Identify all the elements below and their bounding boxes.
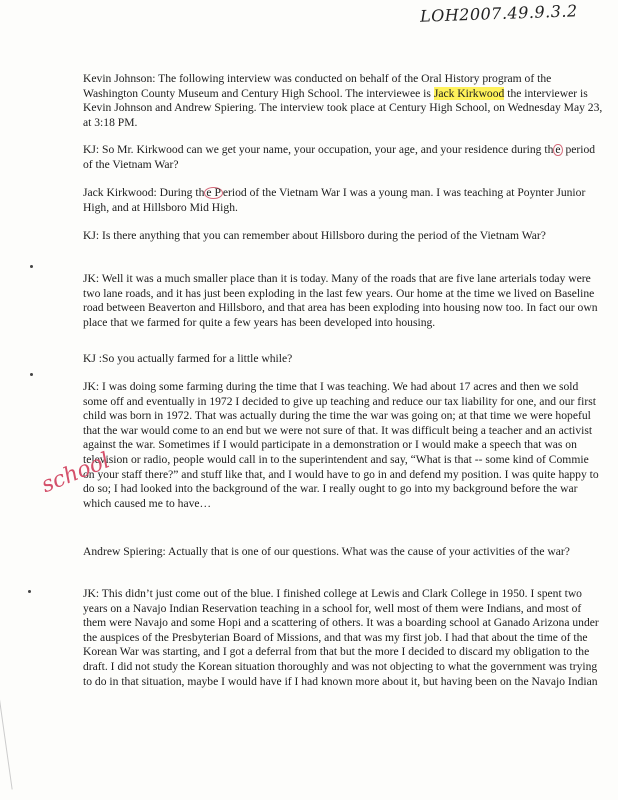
question-text-end: period of the Vietnam War? <box>83 143 596 171</box>
margin-speck <box>28 590 31 593</box>
paragraph-jk-answer-3: JK: I was doing some farming during the time that I was teaching. We had about 17 acres and then we sold some off and eventually in 1972 I decided to give up teaching and reduce our tax liability for one, and our first child was born in 1972. That was actually during the time the war was going on; at that time we were hopeful that the war would come to an end but we were not sure of that. It was difficult being a teacher and an activist against the war. Sometimes if I would participate in a demonstration or I would make a speech that was on television or radio, people would call in to the superintendent and say, “What is that -- some kind of Commie on your staff there?” and stuff like that, and I would have to go in and defend my position. I was quite happy to do so; I had looked into the background of the war. I really ought to go into my background before the war which caused me to have… <box>83 380 599 510</box>
circled-correction: e P <box>206 186 221 199</box>
paragraph-jk-answer-2: JK: Well it was a much smaller place than it is today. Many of the roads that are five lane arterials today were two lane roads, and it has just been exploding in the last few years. Our home at the time we lived on Baseline road between Beaverton and Hillsboro, and that area has been exploding into housing now too. In fact our own place that we farmed for quite a few years has been developed into housing. <box>83 272 598 329</box>
paragraph-jk-answer-1 <box>83 186 603 215</box>
accession-number: LOH2007.49.9.3.2 <box>419 1 578 26</box>
paragraph-kj-question-2: KJ: Is there anything that you can remember about Hillsboro during the period of the Vietnam War? <box>83 229 546 242</box>
circled-correction: e <box>555 143 561 156</box>
handwritten-margin-note: school <box>38 448 114 499</box>
highlighted-name: Jack Kirkwood <box>433 86 505 100</box>
question-text-start: KJ: So Mr. Kirkwood can we get your name, your occupation, your age, and your residence during th <box>83 143 554 156</box>
intro-text-start: Kevin Johnson: The following interview was conducted on behalf of the Oral History program of the Washington County Museum and Century High School. The interviewee is <box>83 72 552 100</box>
paragraph-kj-question-3: KJ :So you actually farmed for a little while? <box>83 352 293 365</box>
margin-speck <box>30 373 33 376</box>
margin-speck <box>30 265 33 268</box>
paragraph-kj-question-1 <box>83 143 603 172</box>
paragraph-as-question: Andrew Spiering: Actually that is one of our questions. What was the cause of your activities of the war? <box>83 545 570 558</box>
answer-text-start: Jack Kirkwood: During th <box>83 186 205 199</box>
answer-text-end: eriod of the Vietnam War I was a young man. I was teaching at Poynter Junior High, and at Hillsboro Mid High. <box>83 186 586 214</box>
paragraph-jk-answer-4: JK: This didn’t just come out of the blue. I finished college at Lewis and Clark College in 1950. I spent two years on a Navajo Indian Reservation teaching in a school for, well most of them were Indians, and most of them were Navajo and some Hopi and a scattering of others. It was a boarding school at Ganado Arizona under the auspices of the Presbyterian Board of Missions, and that was my first job. I had that about the time of the Korean War was starting, and I got a deferral from that but the more I decided to discard my obligation to the draft. I did not study the Korean situation thoroughly and was not objecting to what the government was trying to do in that situation, maybe I would have if I had known more about it, but having been on the Navajo Indian <box>83 587 599 688</box>
scan-edge-line <box>0 680 13 789</box>
intro-text-end: the interviewer is Kevin Johnson and Andrew Spiering. The interview took place at Century High School, on Wednesday May 23, at 3:18 PM. <box>83 86 603 129</box>
paragraph-intro <box>83 72 603 130</box>
